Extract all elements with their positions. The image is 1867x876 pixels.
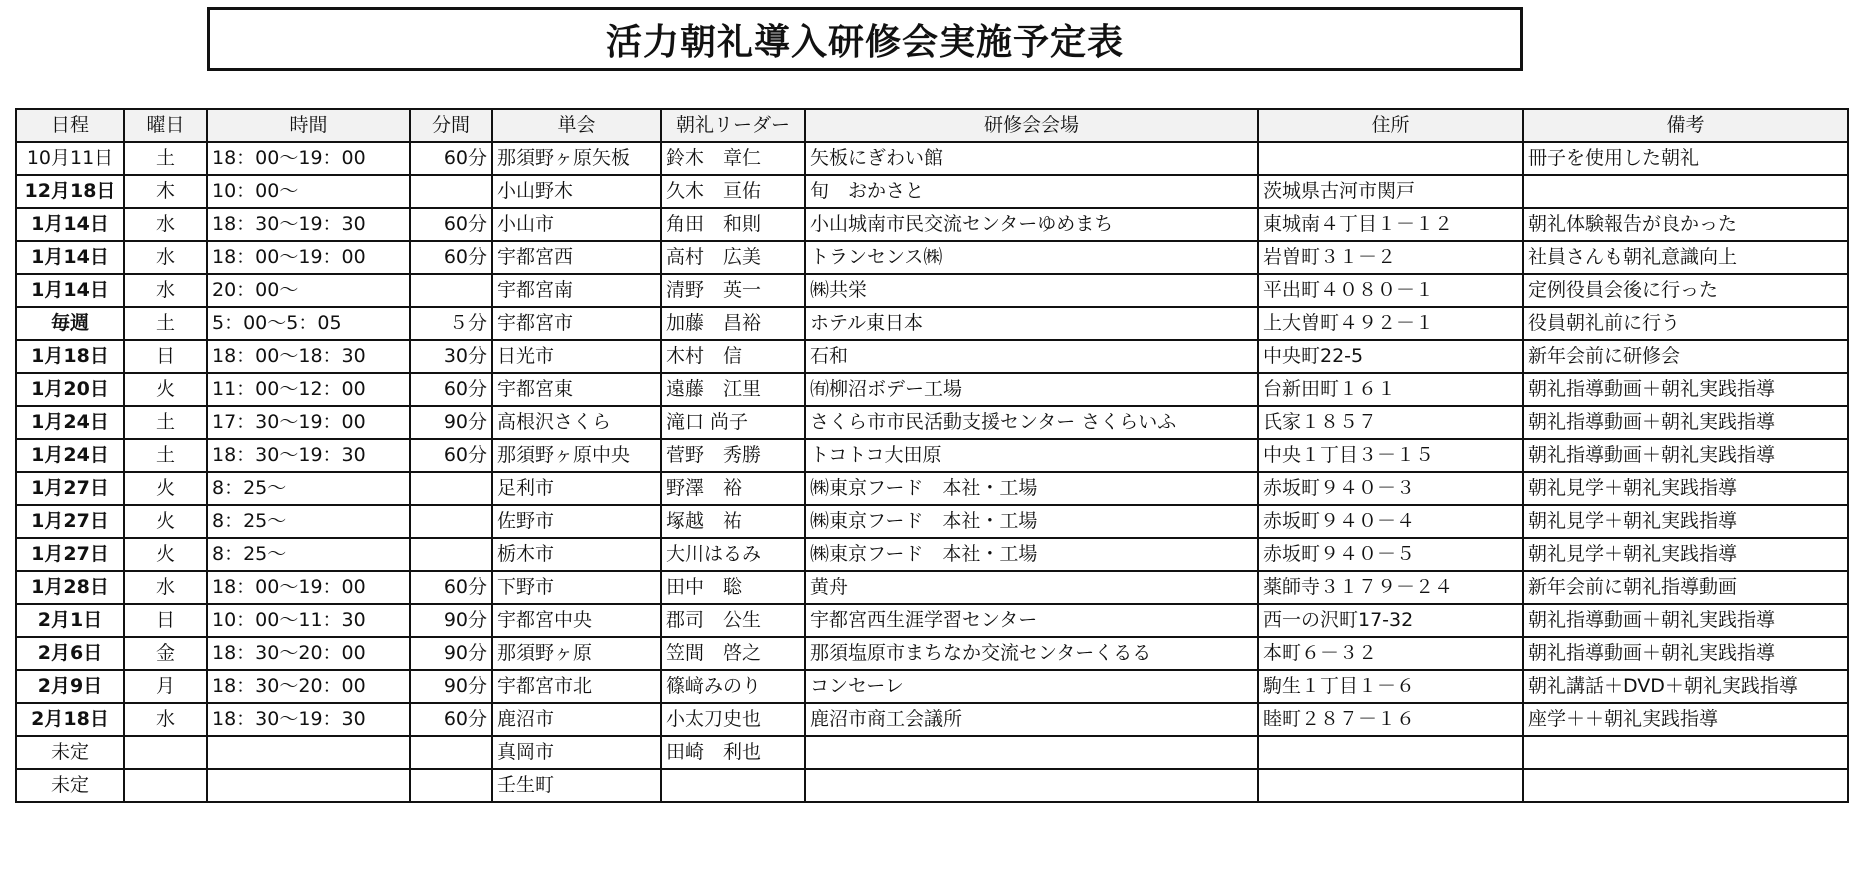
cell-date: 未定 bbox=[16, 736, 124, 769]
table-row bbox=[16, 307, 1848, 340]
cell-venue bbox=[805, 769, 1258, 802]
cell-address: 茨城県古河市関戸 bbox=[1258, 175, 1523, 208]
cell-day: 土 bbox=[124, 439, 207, 472]
cell-day: 日 bbox=[124, 340, 207, 373]
cell-venue: ㈱東京フード 本社・工場 bbox=[805, 472, 1258, 505]
cell-leader: 角田 和則 bbox=[661, 208, 805, 241]
cell-address bbox=[1258, 142, 1523, 175]
cell-time: 18：00～19：00 bbox=[207, 142, 410, 175]
cell-branch: 小山野木 bbox=[492, 175, 661, 208]
page-title: 活力朝礼導入研修会実施予定表 bbox=[605, 21, 1124, 63]
header-day: 曜日 bbox=[124, 109, 207, 142]
cell-venue: さくら市市民活動支援センター さくらいふ bbox=[805, 406, 1258, 439]
cell-minutes: 60分 bbox=[410, 439, 492, 472]
cell-minutes: 90分 bbox=[410, 406, 492, 439]
cell-branch: 宇都宮市 bbox=[492, 307, 661, 340]
table-row bbox=[16, 439, 1848, 472]
cell-venue: コンセーレ bbox=[805, 670, 1258, 703]
cell-notes: 朝礼指導動画＋朝礼実践指導 bbox=[1523, 406, 1848, 439]
cell-minutes bbox=[410, 274, 492, 307]
cell-day: 火 bbox=[124, 538, 207, 571]
cell-day: 金 bbox=[124, 637, 207, 670]
cell-venue: ㈱東京フード 本社・工場 bbox=[805, 505, 1258, 538]
table-row bbox=[16, 274, 1848, 307]
cell-day: 日 bbox=[124, 604, 207, 637]
cell-notes: 朝礼見学＋朝礼実践指導 bbox=[1523, 538, 1848, 571]
cell-notes bbox=[1523, 736, 1848, 769]
cell-address: 氏家１８５７ bbox=[1258, 406, 1523, 439]
cell-notes: 朝礼見学＋朝礼実践指導 bbox=[1523, 472, 1848, 505]
cell-day: 月 bbox=[124, 670, 207, 703]
cell-branch: 真岡市 bbox=[492, 736, 661, 769]
cell-address: 岩曽町３１－２ bbox=[1258, 241, 1523, 274]
table-row bbox=[16, 769, 1848, 802]
cell-time: 10：00～ bbox=[207, 175, 410, 208]
cell-notes: 朝礼指導動画＋朝礼実践指導 bbox=[1523, 373, 1848, 406]
table-row bbox=[16, 472, 1848, 505]
cell-day: 火 bbox=[124, 373, 207, 406]
cell-time: 18：00～18：30 bbox=[207, 340, 410, 373]
cell-venue: 鹿沼市商工会議所 bbox=[805, 703, 1258, 736]
header-time: 時間 bbox=[207, 109, 410, 142]
cell-date: 1月20日 bbox=[16, 373, 124, 406]
cell-date: 1月28日 bbox=[16, 571, 124, 604]
header-leader: 朝礼リーダー bbox=[661, 109, 805, 142]
cell-branch: 那須野ヶ原中央 bbox=[492, 439, 661, 472]
cell-venue: 黄舟 bbox=[805, 571, 1258, 604]
header-notes: 備考 bbox=[1523, 109, 1848, 142]
cell-leader: 田崎 利也 bbox=[661, 736, 805, 769]
table-row bbox=[16, 604, 1848, 637]
cell-leader: 高村 広美 bbox=[661, 241, 805, 274]
cell-leader: 久木 亘佑 bbox=[661, 175, 805, 208]
cell-notes: 朝礼指導動画＋朝礼実践指導 bbox=[1523, 637, 1848, 670]
cell-minutes: 90分 bbox=[410, 670, 492, 703]
cell-venue: トコトコ大田原 bbox=[805, 439, 1258, 472]
table-row bbox=[16, 736, 1848, 769]
cell-venue bbox=[805, 736, 1258, 769]
cell-notes: 朝礼体験報告が良かった bbox=[1523, 208, 1848, 241]
cell-leader: 笠間 啓之 bbox=[661, 637, 805, 670]
cell-notes: 定例役員会後に行った bbox=[1523, 274, 1848, 307]
cell-date: 毎週 bbox=[16, 307, 124, 340]
cell-notes: 社員さんも朝礼意識向上 bbox=[1523, 241, 1848, 274]
cell-minutes bbox=[410, 472, 492, 505]
cell-minutes bbox=[410, 175, 492, 208]
cell-address: 中央町22-5 bbox=[1258, 340, 1523, 373]
cell-leader: 篠﨑みのり bbox=[661, 670, 805, 703]
cell-day: 火 bbox=[124, 505, 207, 538]
cell-branch: 下野市 bbox=[492, 571, 661, 604]
cell-time: 5：00～5：05 bbox=[207, 307, 410, 340]
cell-time: 18：30～19：30 bbox=[207, 703, 410, 736]
cell-branch: 佐野市 bbox=[492, 505, 661, 538]
cell-minutes bbox=[410, 505, 492, 538]
cell-time: 8：25～ bbox=[207, 472, 410, 505]
cell-branch: 宇都宮市北 bbox=[492, 670, 661, 703]
cell-date: 2月1日 bbox=[16, 604, 124, 637]
cell-notes bbox=[1523, 769, 1848, 802]
cell-day: 土 bbox=[124, 406, 207, 439]
cell-minutes: 30分 bbox=[410, 340, 492, 373]
cell-notes: 座学＋＋朝礼実践指導 bbox=[1523, 703, 1848, 736]
cell-address: 赤坂町９４０－４ bbox=[1258, 505, 1523, 538]
cell-minutes: 60分 bbox=[410, 241, 492, 274]
cell-notes: 朝礼講話＋DVD＋朝礼実践指導 bbox=[1523, 670, 1848, 703]
cell-venue: トランセンス㈱ bbox=[805, 241, 1258, 274]
cell-branch: 宇都宮中央 bbox=[492, 604, 661, 637]
cell-day: 水 bbox=[124, 703, 207, 736]
cell-time: 18：30～20：00 bbox=[207, 637, 410, 670]
title-box bbox=[207, 7, 1523, 71]
cell-time: 18：30～19：30 bbox=[207, 208, 410, 241]
cell-date: 1月18日 bbox=[16, 340, 124, 373]
cell-date: 1月27日 bbox=[16, 472, 124, 505]
cell-leader: 塚越 祐 bbox=[661, 505, 805, 538]
table-row bbox=[16, 571, 1848, 604]
cell-date: 10月11日 bbox=[16, 142, 124, 175]
cell-minutes: ５分 bbox=[410, 307, 492, 340]
cell-minutes bbox=[410, 538, 492, 571]
cell-minutes: 90分 bbox=[410, 604, 492, 637]
cell-branch: 高根沢さくら bbox=[492, 406, 661, 439]
cell-address: 平出町４０８０－１ bbox=[1258, 274, 1523, 307]
cell-date: 12月18日 bbox=[16, 175, 124, 208]
cell-address: 台新田町１６１ bbox=[1258, 373, 1523, 406]
table-row bbox=[16, 340, 1848, 373]
cell-time: 10：00～11：30 bbox=[207, 604, 410, 637]
cell-day: 土 bbox=[124, 142, 207, 175]
cell-leader: 滝口 尚子 bbox=[661, 406, 805, 439]
schedule-table bbox=[15, 108, 1849, 803]
table-row bbox=[16, 175, 1848, 208]
cell-branch: 壬生町 bbox=[492, 769, 661, 802]
cell-date: 1月14日 bbox=[16, 274, 124, 307]
cell-time: 20：00～ bbox=[207, 274, 410, 307]
cell-address bbox=[1258, 736, 1523, 769]
table-row bbox=[16, 373, 1848, 406]
table-row bbox=[16, 142, 1848, 175]
cell-notes: 役員朝礼前に行う bbox=[1523, 307, 1848, 340]
cell-notes: 新年会前に朝礼指導動画 bbox=[1523, 571, 1848, 604]
cell-minutes: 90分 bbox=[410, 637, 492, 670]
cell-notes bbox=[1523, 175, 1848, 208]
cell-leader: 鈴木 章仁 bbox=[661, 142, 805, 175]
cell-notes: 朝礼見学＋朝礼実践指導 bbox=[1523, 505, 1848, 538]
header-branch: 単会 bbox=[492, 109, 661, 142]
cell-date: 1月14日 bbox=[16, 208, 124, 241]
cell-date: 1月14日 bbox=[16, 241, 124, 274]
header-row bbox=[16, 109, 1848, 142]
cell-minutes bbox=[410, 769, 492, 802]
cell-date: 未定 bbox=[16, 769, 124, 802]
cell-day: 土 bbox=[124, 307, 207, 340]
cell-day: 水 bbox=[124, 274, 207, 307]
cell-venue: ㈱共栄 bbox=[805, 274, 1258, 307]
table-row bbox=[16, 505, 1848, 538]
cell-branch: 鹿沼市 bbox=[492, 703, 661, 736]
cell-minutes: 60分 bbox=[410, 208, 492, 241]
table-row bbox=[16, 703, 1848, 736]
cell-venue: 旬 おかさと bbox=[805, 175, 1258, 208]
cell-date: 2月18日 bbox=[16, 703, 124, 736]
cell-leader: 菅野 秀勝 bbox=[661, 439, 805, 472]
cell-time bbox=[207, 769, 410, 802]
cell-time: 8：25～ bbox=[207, 505, 410, 538]
cell-address bbox=[1258, 769, 1523, 802]
cell-time: 18：30～20：00 bbox=[207, 670, 410, 703]
table-body bbox=[16, 142, 1848, 802]
cell-minutes bbox=[410, 736, 492, 769]
cell-branch: 日光市 bbox=[492, 340, 661, 373]
cell-day bbox=[124, 769, 207, 802]
cell-branch: 栃木市 bbox=[492, 538, 661, 571]
table-row bbox=[16, 670, 1848, 703]
cell-venue: 那須塩原市まちなか交流センターくるる bbox=[805, 637, 1258, 670]
cell-time bbox=[207, 736, 410, 769]
cell-time: 8：25～ bbox=[207, 538, 410, 571]
cell-branch: 那須野ヶ原矢板 bbox=[492, 142, 661, 175]
cell-date: 1月27日 bbox=[16, 538, 124, 571]
table-row bbox=[16, 208, 1848, 241]
cell-day: 火 bbox=[124, 472, 207, 505]
cell-address: 中央１丁目３－１５ bbox=[1258, 439, 1523, 472]
table-row bbox=[16, 637, 1848, 670]
cell-leader: 田中 聡 bbox=[661, 571, 805, 604]
cell-leader: 小太刀史也 bbox=[661, 703, 805, 736]
cell-minutes: 60分 bbox=[410, 373, 492, 406]
cell-minutes: 60分 bbox=[410, 571, 492, 604]
cell-venue: ホテル東日本 bbox=[805, 307, 1258, 340]
cell-notes: 新年会前に研修会 bbox=[1523, 340, 1848, 373]
cell-branch: 那須野ヶ原 bbox=[492, 637, 661, 670]
cell-time: 18：00～19：00 bbox=[207, 241, 410, 274]
cell-leader: 大川はるみ bbox=[661, 538, 805, 571]
cell-day: 水 bbox=[124, 571, 207, 604]
cell-notes: 朝礼指導動画＋朝礼実践指導 bbox=[1523, 604, 1848, 637]
cell-day bbox=[124, 736, 207, 769]
cell-address: 東城南４丁目１－１２ bbox=[1258, 208, 1523, 241]
cell-venue: ㈱東京フード 本社・工場 bbox=[805, 538, 1258, 571]
cell-address: 西一の沢町17-32 bbox=[1258, 604, 1523, 637]
cell-leader: 清野 英一 bbox=[661, 274, 805, 307]
cell-time: 17：30～19：00 bbox=[207, 406, 410, 439]
cell-leader: 野澤 裕 bbox=[661, 472, 805, 505]
header-address: 住所 bbox=[1258, 109, 1523, 142]
cell-leader: 郡司 公生 bbox=[661, 604, 805, 637]
cell-venue: 小山城南市民交流センターゆめまち bbox=[805, 208, 1258, 241]
cell-venue: 矢板にぎわい館 bbox=[805, 142, 1258, 175]
cell-venue: 石和 bbox=[805, 340, 1258, 373]
cell-leader bbox=[661, 769, 805, 802]
cell-address: 睦町２８７－１６ bbox=[1258, 703, 1523, 736]
table-row bbox=[16, 406, 1848, 439]
cell-address: 赤坂町９４０－３ bbox=[1258, 472, 1523, 505]
cell-branch: 宇都宮西 bbox=[492, 241, 661, 274]
cell-day: 木 bbox=[124, 175, 207, 208]
cell-branch: 宇都宮東 bbox=[492, 373, 661, 406]
cell-leader: 遠藤 江里 bbox=[661, 373, 805, 406]
cell-address: 本町６－３２ bbox=[1258, 637, 1523, 670]
cell-date: 1月24日 bbox=[16, 406, 124, 439]
cell-day: 水 bbox=[124, 241, 207, 274]
cell-branch: 小山市 bbox=[492, 208, 661, 241]
cell-time: 18：30～19：30 bbox=[207, 439, 410, 472]
header-minutes: 分間 bbox=[410, 109, 492, 142]
cell-branch: 足利市 bbox=[492, 472, 661, 505]
cell-notes: 朝礼指導動画＋朝礼実践指導 bbox=[1523, 439, 1848, 472]
cell-date: 1月24日 bbox=[16, 439, 124, 472]
cell-leader: 加藤 昌裕 bbox=[661, 307, 805, 340]
cell-minutes: 60分 bbox=[410, 142, 492, 175]
header-date: 日程 bbox=[16, 109, 124, 142]
cell-date: 2月9日 bbox=[16, 670, 124, 703]
cell-date: 2月6日 bbox=[16, 637, 124, 670]
cell-date: 1月27日 bbox=[16, 505, 124, 538]
header-venue: 研修会会場 bbox=[805, 109, 1258, 142]
cell-time: 18：00～19：00 bbox=[207, 571, 410, 604]
cell-address: 駒生１丁目１－６ bbox=[1258, 670, 1523, 703]
cell-time: 11：00～12：00 bbox=[207, 373, 410, 406]
table-row bbox=[16, 241, 1848, 274]
table-row bbox=[16, 538, 1848, 571]
cell-leader: 木村 信 bbox=[661, 340, 805, 373]
cell-venue: ㈲柳沼ボデー工場 bbox=[805, 373, 1258, 406]
cell-address: 薬師寺３１７９－２４ bbox=[1258, 571, 1523, 604]
cell-venue: 宇都宮西生涯学習センター bbox=[805, 604, 1258, 637]
cell-day: 水 bbox=[124, 208, 207, 241]
cell-branch: 宇都宮南 bbox=[492, 274, 661, 307]
cell-minutes: 60分 bbox=[410, 703, 492, 736]
cell-address: 赤坂町９４０－５ bbox=[1258, 538, 1523, 571]
cell-notes: 冊子を使用した朝礼 bbox=[1523, 142, 1848, 175]
cell-address: 上大曽町４９２－１ bbox=[1258, 307, 1523, 340]
